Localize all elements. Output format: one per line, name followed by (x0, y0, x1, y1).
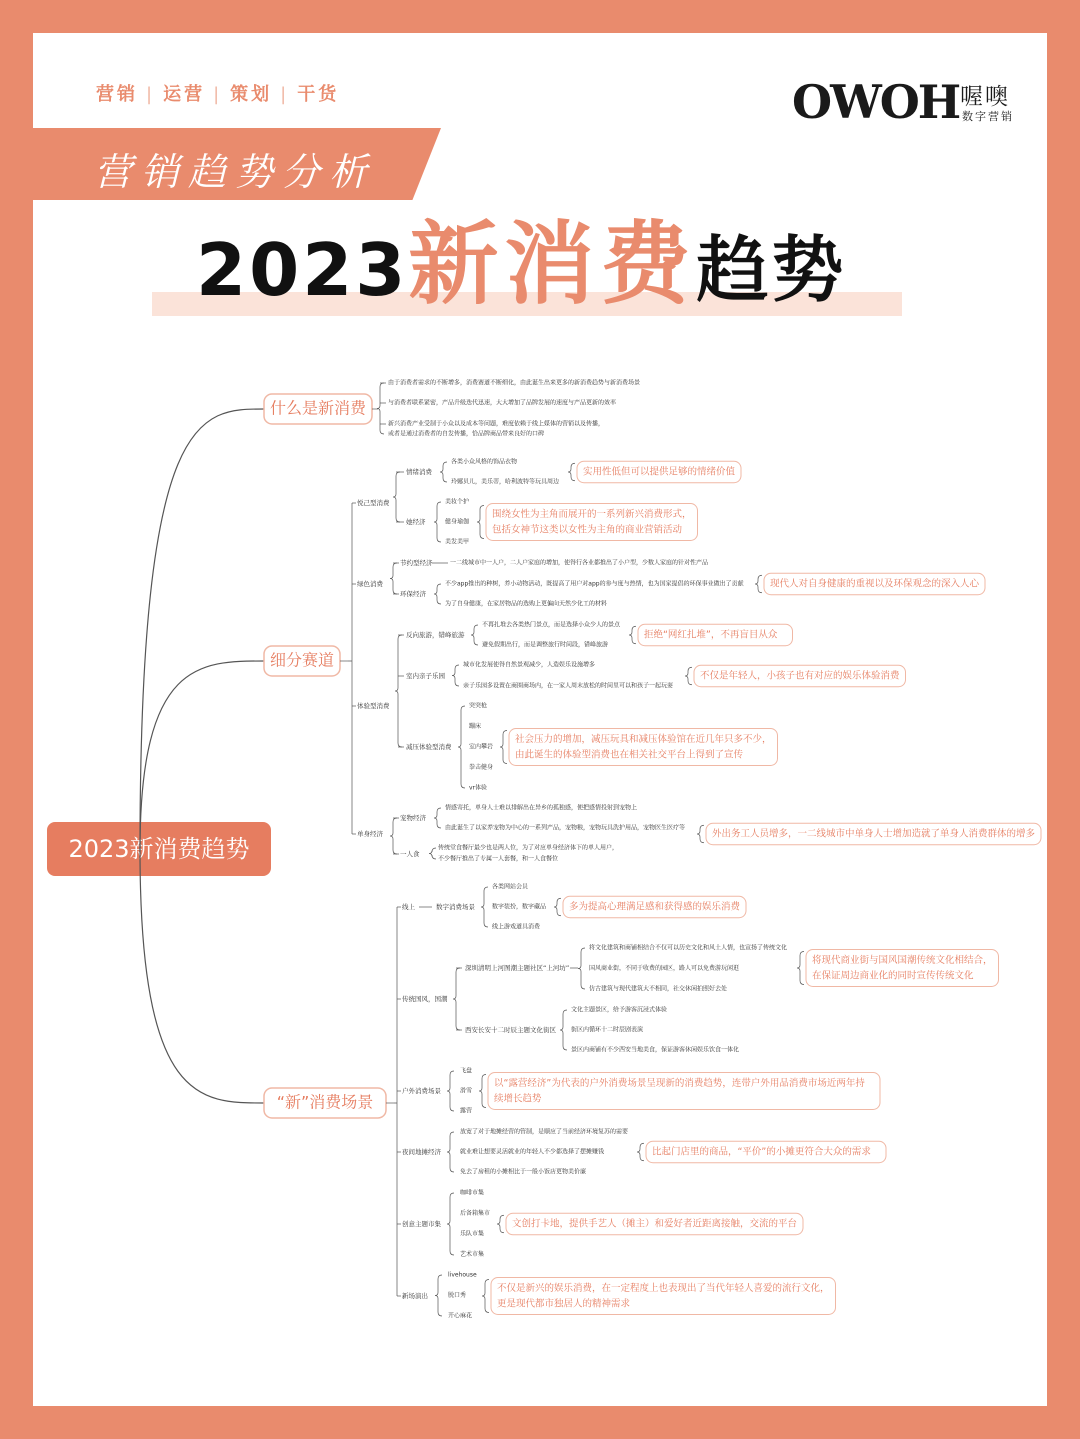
group-label: 创意主题市集 (402, 1220, 441, 1228)
note-text: 将现代商业街与国风国潮传统文化相结合， (812, 954, 993, 966)
item-text: 街区内循环十二时辰剧表演 (571, 1026, 644, 1034)
note-text: 文创打卡地，提供手艺人（摊主）和爱好者近距离接触，交流的平台 (512, 1218, 798, 1230)
item-text: 一二线城市中一人户，二人户家庭的增加，使得行各业都推出了小户型，少数人家庭的针对性产品 (450, 559, 709, 567)
group-label: 线上 (402, 903, 415, 911)
logo-subtitle: 数字营销 (962, 110, 1014, 123)
group-label: 新场演出 (402, 1292, 428, 1300)
note-text: 由此诞生的体验型消费也在相关社交平台上得到了宣传 (515, 749, 744, 761)
bracket (447, 1071, 454, 1111)
item-text: 健身瑜伽 (445, 518, 470, 526)
item-text: 新兴消费产业受制于小众以及成本等问题，难度依赖于线上媒体的营销以及传播， (388, 420, 605, 428)
item-text: 美妆个护 (445, 498, 470, 506)
bracket (434, 502, 441, 542)
item-text: 将文化建筑和商铺相结合不仅可以历史文化和风土人情，也宣扬了传统文化 (589, 944, 788, 952)
note-bracket (479, 1075, 486, 1108)
root-label: 2023新消费趋势 (68, 835, 250, 863)
note-text: 实用性低但可以提供足够的情绪价值 (583, 466, 736, 478)
tag-tips[interactable]: 干货 (297, 84, 340, 105)
logo-mark: OWOH (792, 75, 960, 129)
branch-label: 细分赛道 (269, 650, 335, 670)
sub-label: 情绪消费 (406, 468, 432, 476)
note-bracket (685, 667, 692, 685)
group-label: 绿色消费 (357, 580, 383, 588)
bracket (377, 383, 384, 434)
branch-curve (140, 661, 264, 850)
item-text: 或者是通过消费者的自发传播，恰品牌商品带来良好的口碑 (388, 430, 545, 438)
bracket (560, 1010, 567, 1050)
title-tail: 趋势 (696, 228, 847, 312)
trunk-line (348, 503, 352, 834)
item-text: 开心麻花 (448, 1312, 473, 1320)
item-text: 室内攀岩 (469, 743, 494, 751)
note-text: 外出务工人员增多，一二线城市中单身人士增加造就了单身人消费群体的增多 (712, 828, 1036, 840)
tag-divider: | (146, 84, 156, 105)
group-label: 传统国风，国潮 (402, 995, 448, 1003)
bracket (390, 818, 397, 854)
item-text: 脱口秀 (448, 1292, 467, 1299)
note-bracket (482, 1280, 489, 1313)
note-bracket (797, 952, 804, 985)
item-text: 亲子乐园多设置在商圈商场内，在一家人周末放松的时间里可以和孩子一起玩耍 (463, 682, 674, 690)
item-text: 拳击健身 (469, 764, 494, 771)
item-text: 避免假期出行，而是调整旅行时间段，错峰旅游 (482, 641, 609, 649)
sub-label: 宠物经济 (400, 814, 426, 822)
note-bracket (568, 463, 575, 481)
trunk-line (394, 907, 397, 1296)
bracket (434, 584, 441, 604)
item-text: 美发美甲 (445, 538, 470, 546)
item-text: 艺术市集 (460, 1251, 485, 1258)
title-year: 2023 (196, 228, 409, 312)
branch-curve (140, 409, 264, 850)
bracket (447, 1132, 454, 1172)
sub-label: 西安长安十二时辰主题文化街区 (465, 1026, 556, 1034)
item-text: 滑雪 (460, 1087, 473, 1095)
note-text: 社会压力的增加，减压玩具和减压体验馆在近几年只多不少， (515, 733, 772, 745)
item-text: 线上游戏道具消费 (492, 923, 541, 931)
note-text: 以“露营经济”为代表的户外消费场景呈现新的消费趋势，连带户外用品消费市场近两年持 (494, 1077, 865, 1089)
bracket (429, 848, 436, 859)
note-text: 现代人对自身健康的重视以及环保观念的深入人心 (770, 578, 980, 590)
item-text: 突突枪 (469, 702, 488, 710)
item-text: livehouse (448, 1271, 477, 1279)
bracket (458, 706, 465, 788)
bracket (578, 948, 585, 989)
note-bracket (497, 1215, 504, 1233)
branch-label: 什么是新消费 (269, 398, 367, 418)
bracket (395, 635, 402, 747)
item-text: 文化主题景区，给予游客沉浸式体验 (571, 1006, 668, 1014)
item-text: 放宽了对于地摊经营的管制，是顺应了当前经济环境复苏的需要 (460, 1128, 629, 1136)
sub-label: 深圳清明上河图潮主题社区“上河坊” (465, 964, 570, 972)
note-bracket (697, 825, 704, 843)
bracket (390, 563, 397, 594)
logo-chinese-name: 喔噢 (960, 84, 1010, 110)
item-text: 玲娜贝儿，美乐蒂，哈利波特等玩具周边 (451, 478, 560, 486)
title-highlight: 新消费 (408, 212, 697, 317)
bracket (434, 808, 441, 828)
bracket (481, 887, 488, 927)
item-text: 蹦床 (469, 723, 482, 730)
item-text: 各类网站会员 (492, 883, 529, 891)
item-text: 露营 (460, 1107, 473, 1115)
item-text: 后备箱集市 (460, 1210, 491, 1217)
bracket (452, 665, 459, 686)
group-label: 户外消费场景 (402, 1087, 441, 1095)
branch-label: “新”消费场景 (276, 1092, 374, 1112)
sub-label: 减压体验型消费 (406, 743, 452, 751)
note-text: 更是现代都市独居人的精神需求 (497, 1298, 631, 1310)
tag-planning[interactable]: 策划 (230, 84, 273, 105)
item-text: vr体验 (469, 784, 488, 792)
sub-label: 反向旅游，错峰旅游 (406, 631, 465, 639)
item-text: 为了自身健康，在家居物品的选购上更偏向天然少化工的材料 (445, 600, 608, 608)
sub-label: 数字消费场景 (436, 903, 475, 911)
group-label: 悦己型消费 (357, 499, 390, 507)
item-text: 城市化发展使得自然景观减少，人造娱乐设施增多 (463, 661, 596, 669)
tag-marketing[interactable]: 营销 (96, 84, 138, 105)
note-text: 不仅是年轻人，小孩子也有对应的娱乐体验消费 (700, 670, 900, 682)
item-text: 各类小众风格的饰品衣物 (451, 458, 518, 466)
item-text: 传统堂食餐厅最少也是两人位，为了对应单身经济体下的单人用户， (438, 844, 619, 852)
note-text: 续增长趋势 (494, 1093, 542, 1105)
note-bracket (500, 731, 507, 764)
item-text: 咖啡市集 (460, 1189, 485, 1197)
item-text: 由于消费者需求的不断增多，消费赛道不断细化，由此诞生出来更多的新消费趋势与新消费场景 (388, 379, 641, 387)
bracket (440, 462, 447, 482)
bracket (435, 1275, 442, 1316)
sub-label: 一人食 (400, 850, 420, 858)
banner-title: 营销趋势分析 (94, 150, 377, 194)
note-bracket (477, 506, 484, 539)
item-text: 情感寄托，单身人士难以排解出在异乡的孤独感，便把感情投射到宠物上 (445, 804, 638, 812)
item-text: 与消费者联系紧密，产品升级迭代迅速，大大增加了品牌发展的速度与产品更新的效率 (388, 399, 617, 407)
tag-operation[interactable]: 运营 (163, 84, 206, 105)
item-text: 飞盘 (460, 1067, 473, 1075)
note-bracket (554, 898, 561, 916)
sub-label: 她经济 (406, 518, 426, 526)
note-text: 比起门店里的商品，“平价”的小摊更符合大众的需求 (652, 1146, 871, 1158)
bracket (471, 625, 478, 645)
item-text: 乐队市集 (460, 1230, 485, 1238)
bracket (447, 1193, 454, 1255)
bracket (393, 472, 400, 522)
item-text: 仿古建筑与现代建筑大不相同，社交休闲拍照好去处 (589, 985, 728, 993)
group-label: 体验型消费 (357, 702, 390, 710)
note-bracket (755, 575, 762, 593)
item-text: 景区内商铺有不少西安当地美食，保证游客休闲娱乐饮食一体化 (571, 1046, 740, 1054)
tag-divider: | (280, 84, 290, 105)
note-bracket (629, 626, 636, 644)
note-text: 拒绝“网红扎堆”，不再盲目从众 (644, 629, 778, 641)
sub-label: 节约型经济 (400, 559, 433, 567)
group-label: 单身经济 (357, 830, 383, 838)
sub-label: 环保经济 (400, 590, 426, 598)
tag-divider: | (213, 84, 223, 105)
group-label: 夜间地摊经济 (402, 1148, 441, 1156)
sub-label: 室内亲子乐园 (406, 672, 445, 680)
note-text: 多为提高心理满足感和获得感的娱乐消费 (569, 901, 741, 913)
note-text: 包括女神节这类以女性为主角的商业营销活动 (492, 524, 683, 536)
item-text: 不少餐厅推出了专属一人套餐，和一人食餐位 (438, 855, 559, 863)
item-text: 由此诞生了以家养宠物为中心的一系列产品，宠物粮，宠物玩具洗护用品，宠物医生医疗等 (445, 824, 686, 832)
item-text: 不再扎堆去各类热门景点，而是选择小众少人的景点 (482, 621, 621, 629)
item-text: 免去了房租的小摊相比于一般小饭店更物美价廉 (460, 1168, 587, 1176)
branch-curve (140, 850, 264, 1103)
note-text: 在保证周边商业化的同时宣传传统文化 (812, 970, 974, 982)
item-text: 就业难让想要灵活就业的年轻人不少都选择了摆摊赚钱 (460, 1148, 605, 1156)
item-text: 数字装扮，数字藏品 (492, 903, 547, 911)
item-text: 不少app推出的种树，养小动物活动，既提高了用户对app的参与度与热情，也为国家提倡的环保事业做出了贡献 (445, 580, 744, 588)
item-text: 国风商业街，不同于收费的园区，路人可以免费游玩闲逛 (589, 965, 740, 972)
bracket (453, 968, 460, 1030)
note-bracket (637, 1143, 644, 1161)
note-text: 不仅是新兴的娱乐消费，在一定程度上也表现出了当代年轻人喜爱的流行文化， (497, 1282, 830, 1294)
note-text: 围绕女性为主角而展开的一系列新兴消费形式， (492, 508, 692, 520)
